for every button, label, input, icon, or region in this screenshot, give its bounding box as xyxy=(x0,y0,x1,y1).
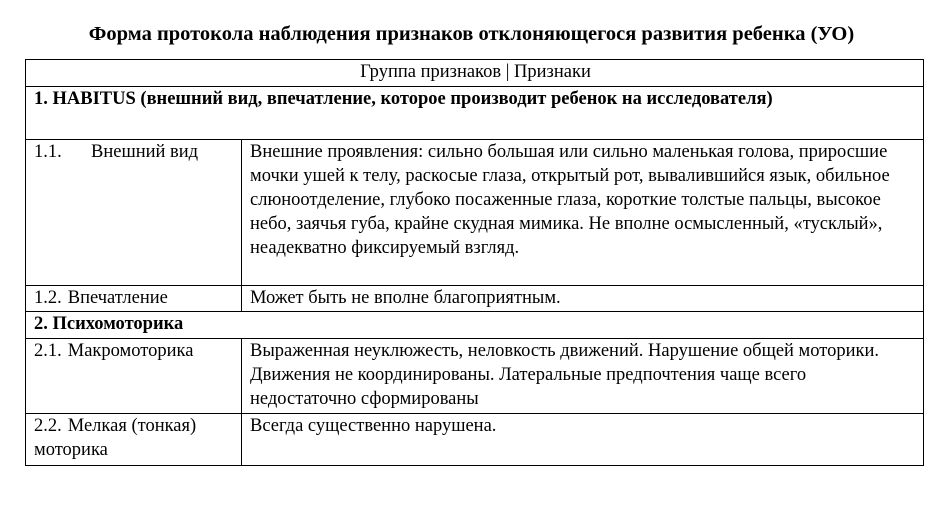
feature-number: 2.2. xyxy=(34,416,62,436)
feature-description: Может быть не вполне благоприятным. xyxy=(242,286,924,312)
group-label-habitus: 1. HABITUS (внешний вид, впечатление, которое производит ребенок на исследователя) xyxy=(26,87,924,140)
group-row-habitus xyxy=(26,87,924,140)
feature-name: Впечатление xyxy=(67,288,168,308)
group-label-psychomotor: 2. Психомоторика xyxy=(26,312,924,339)
feature-description: Внешние проявления: сильно большая или сильно маленькая голова, приросшие мочки ушей к телу, раскосые глаза, открытый рот, вывалившийся язык, обильное слюноотделение, глубоко посаженные глаза, короткие толстые пальцы, высокое небо, заячья губа, крайне скудная мимика. Не вполне осмысленный, «тусклый», неадекватно фиксируемый взгляд. xyxy=(242,140,924,286)
feature-cell xyxy=(26,339,242,414)
table-header-row xyxy=(26,60,924,87)
table-row xyxy=(26,414,924,466)
feature-number: 2.1. xyxy=(34,341,62,361)
feature-name: Макромоторика xyxy=(67,341,194,361)
table-row xyxy=(26,339,924,414)
feature-cell xyxy=(26,286,242,312)
feature-number: 1.2. xyxy=(34,288,62,308)
protocol-table xyxy=(25,59,924,466)
feature-description: Выраженная неуклюжесть, неловкость движений. Нарушение общей моторики. Движения не координированы. Латеральные предпочтения чаще всего недостаточно сформированы xyxy=(242,339,924,414)
feature-cell xyxy=(26,140,242,286)
feature-name: Внешний вид xyxy=(91,142,199,162)
document-title: Форма протокола наблюдения признаков отклоняющегося развития ребенка (УО) xyxy=(88,23,855,45)
feature-number: 1.1. xyxy=(34,142,62,162)
table-row xyxy=(26,140,924,286)
group-row-psychomotor xyxy=(26,312,924,339)
feature-cell xyxy=(26,414,242,466)
table-header: Группа признаков | Признаки xyxy=(26,60,924,87)
feature-description: Всегда существенно нарушена. xyxy=(242,414,924,466)
feature-name: Мелкая (тонкая) моторика xyxy=(34,416,197,460)
table-row xyxy=(26,286,924,312)
